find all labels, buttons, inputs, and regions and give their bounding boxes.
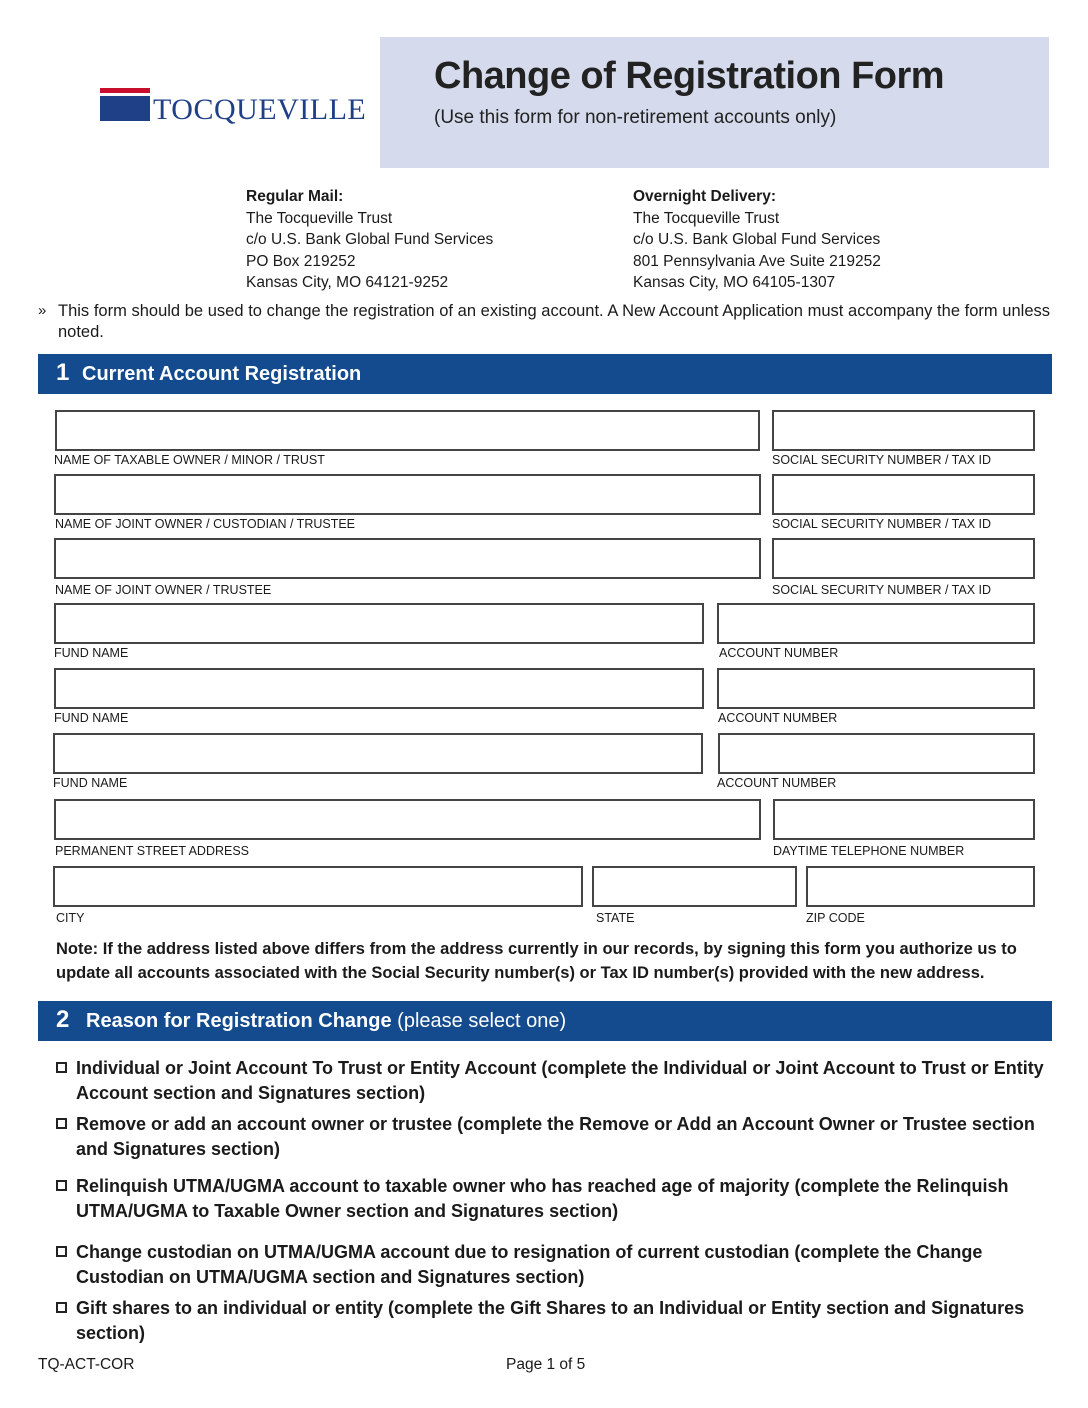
reason-label: Relinquish UTMA/UGMA account to taxable owner who has reached age of majority (complete the Relinquish UTMA/UGMA to Taxable Owner section and Signatures section)	[76, 1176, 1009, 1221]
overnight-delivery-line: The Tocqueville Trust	[633, 209, 780, 227]
intro-text: This form should be used to change the registration of an existing account. A New Account Application must accompany the form unless noted.	[58, 302, 1050, 341]
state-field[interactable]	[592, 866, 797, 907]
form-code: TQ-ACT-COR	[38, 1356, 135, 1373]
reason-option-4[interactable]	[56, 1240, 1046, 1290]
account-number-label-2: ACCOUNT NUMBER	[718, 711, 838, 725]
checkbox-icon[interactable]	[56, 1246, 67, 1257]
zip-field[interactable]	[806, 866, 1035, 907]
logo-blue-block	[100, 96, 150, 121]
fund-name-label-1: FUND NAME	[54, 646, 129, 660]
section-number: 1	[56, 359, 70, 386]
ssn-label-2: SOCIAL SECURITY NUMBER / TAX ID	[772, 517, 992, 531]
regular-mail-line: c/o U.S. Bank Global Fund Services	[246, 231, 494, 248]
regular-mail-title: Regular Mail:	[246, 188, 344, 205]
checkbox-icon[interactable]	[56, 1062, 67, 1073]
reason-label: Change custodian on UTMA/UGMA account due to resignation of current custodian (complete the Change Custodian on UTMA/UGMA section and Signatures section)	[76, 1242, 983, 1287]
reason-option-3[interactable]	[56, 1174, 1046, 1224]
overnight-delivery-line: 801 Pennsylvania Ave Suite 219252	[633, 252, 881, 270]
checkbox-icon[interactable]	[56, 1118, 67, 1129]
phone-field[interactable]	[773, 799, 1035, 840]
street-address-label: PERMANENT STREET ADDRESS	[55, 844, 250, 858]
page-subtitle: (Use this form for non-retirement accounts only)	[434, 107, 837, 128]
owner-name-field[interactable]	[55, 410, 760, 451]
section-1-header	[38, 354, 1052, 394]
section-title	[86, 1010, 566, 1033]
city-label: CITY	[56, 911, 85, 925]
title-banner	[380, 37, 1049, 168]
section-number: 2	[56, 1006, 70, 1033]
account-number-label-3: ACCOUNT NUMBER	[717, 776, 837, 790]
checkbox-icon[interactable]	[56, 1302, 67, 1313]
joint-custodian-field[interactable]	[54, 474, 761, 515]
section-title: Current Account Registration	[82, 363, 362, 385]
overnight-delivery-line: Kansas City, MO 64105-1307	[633, 274, 836, 291]
fund-name-field-3[interactable]	[53, 733, 703, 774]
joint-trustee-field[interactable]	[54, 538, 761, 579]
section-title-main: Reason for Registration Change	[86, 1010, 392, 1032]
regular-mail-address	[246, 186, 493, 294]
reason-option-5[interactable]	[56, 1296, 1046, 1346]
street-address-field[interactable]	[54, 799, 761, 840]
tocqueville-logo	[100, 88, 367, 133]
page-number: Page 1 of 5	[506, 1356, 586, 1373]
reason-option-2[interactable]	[56, 1112, 1046, 1162]
overnight-delivery-line: c/o U.S. Bank Global Fund Services	[633, 231, 881, 248]
reason-label: Remove or add an account owner or trustee (complete the Remove or Add an Account Owner or Trustee section and Signatures section)	[76, 1114, 1035, 1159]
ssn-label-1: SOCIAL SECURITY NUMBER / TAX ID	[772, 453, 992, 467]
ssn-field-2[interactable]	[772, 474, 1035, 515]
overnight-delivery-address	[633, 186, 881, 294]
joint-custodian-label: NAME OF JOINT OWNER / CUSTODIAN / TRUSTEE	[55, 517, 356, 531]
regular-mail-line: PO Box 219252	[246, 252, 356, 270]
zip-label: ZIP CODE	[806, 911, 865, 925]
ssn-label-3: SOCIAL SECURITY NUMBER / TAX ID	[772, 583, 992, 597]
joint-trustee-label: NAME OF JOINT OWNER / TRUSTEE	[55, 583, 272, 597]
section-title-suffix: (please select one)	[391, 1010, 567, 1032]
bullet-arrow-icon: »	[38, 302, 47, 319]
city-field[interactable]	[53, 866, 583, 907]
overnight-delivery-title: Overnight Delivery:	[633, 188, 776, 205]
section-2-header	[38, 1001, 1052, 1041]
ssn-field-1[interactable]	[772, 410, 1035, 451]
regular-mail-line: The Tocqueville Trust	[246, 209, 393, 227]
account-number-field-1[interactable]	[717, 603, 1035, 644]
regular-mail-line: Kansas City, MO 64121-9252	[246, 274, 449, 291]
account-number-label-1: ACCOUNT NUMBER	[719, 646, 839, 660]
account-number-field-3[interactable]	[718, 733, 1035, 774]
address-change-note: Note: If the address listed above differs from the address currently in our records, by signing this form you authorize us to update all accounts associated with the Social Security number(s) or Tax ID number(s) provided with the new address.	[56, 940, 1017, 982]
checkbox-icon[interactable]	[56, 1180, 67, 1191]
phone-label: DAYTIME TELEPHONE NUMBER	[773, 844, 965, 858]
reason-label: Gift shares to an individual or entity (complete the Gift Shares to an Individual or Entity section and Signatures section)	[76, 1298, 1025, 1343]
ssn-field-3[interactable]	[772, 538, 1035, 579]
reason-label: Individual or Joint Account To Trust or Entity Account (complete the Individual or Joint Account to Trust or Entity Account section and Signatures section)	[76, 1058, 1044, 1103]
logo-wordmark: TOCQUEVILLE	[153, 93, 367, 126]
reason-option-1[interactable]	[56, 1056, 1046, 1106]
logo-red-bar	[100, 88, 150, 93]
owner-name-label: NAME OF TAXABLE OWNER / MINOR / TRUST	[54, 453, 325, 467]
fund-name-label-2: FUND NAME	[54, 711, 129, 725]
fund-name-field-1[interactable]	[54, 603, 704, 644]
account-number-field-2[interactable]	[717, 668, 1035, 709]
page-title: Change of Registration Form	[434, 55, 945, 97]
state-label: STATE	[596, 911, 635, 925]
fund-name-label-3: FUND NAME	[53, 776, 128, 790]
fund-name-field-2[interactable]	[54, 668, 704, 709]
